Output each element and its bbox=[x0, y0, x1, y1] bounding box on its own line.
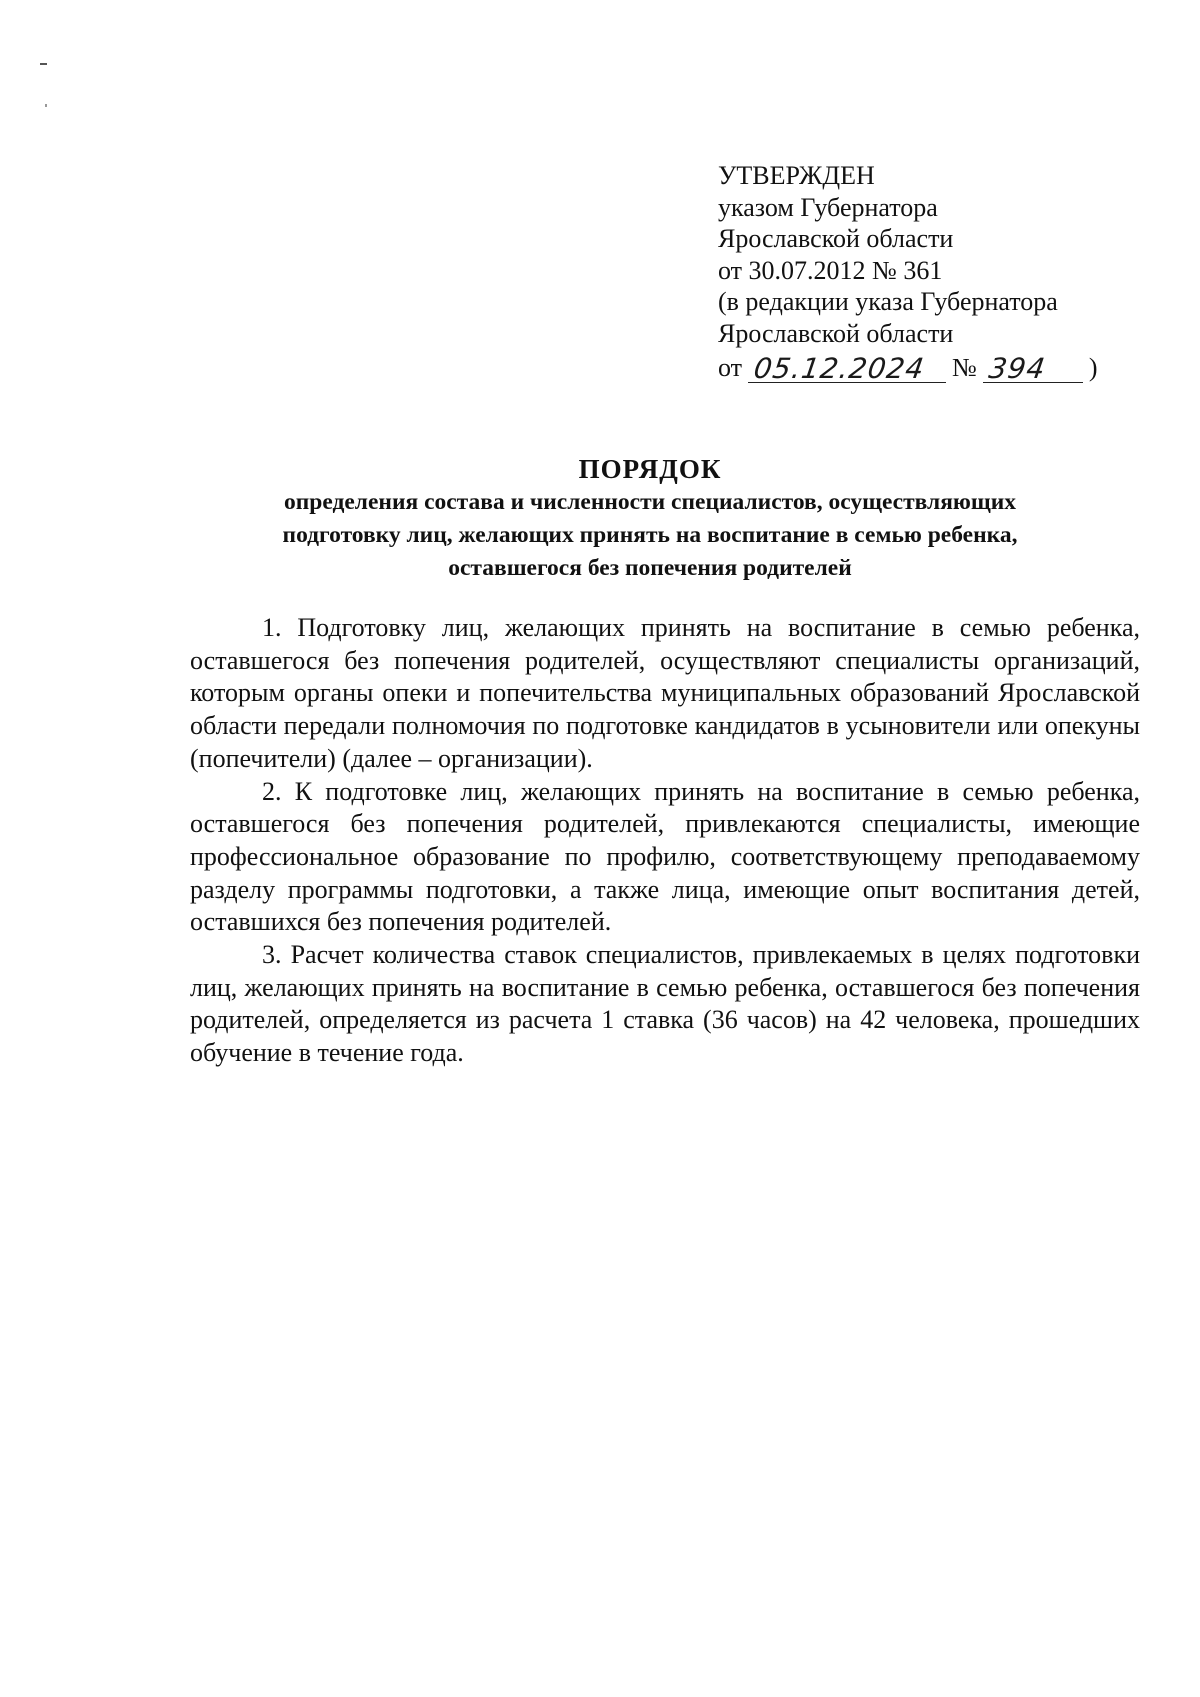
closing-paren: ) bbox=[1088, 352, 1098, 382]
title-subline: оставшегося без попечения родителей bbox=[448, 555, 852, 581]
approval-line: Ярославской области bbox=[718, 318, 954, 348]
scan-speck bbox=[45, 104, 47, 107]
approval-stamp bbox=[718, 160, 1138, 383]
document-body bbox=[190, 612, 1140, 1070]
scan-speck bbox=[40, 63, 47, 65]
paragraph-2: 2. К подготовке лиц, желающих принять на воспитание в семью ребенка, оставшегося без попечения родителей, привлекаются специалисты, имеющие профессиональное образование по профилю, соответствующему преподаваемому разделу программы подготовки, а также лица, имеющие опыт воспитания детей, оставшихся без попечения родителей. bbox=[190, 776, 1140, 937]
title-subline: подготовку лиц, желающих принять на воспитание в семью ребенка, bbox=[282, 522, 1018, 548]
approval-line: указом Губернатора bbox=[718, 192, 938, 222]
document-title bbox=[150, 452, 1150, 585]
handwritten-number: 394 bbox=[986, 351, 1048, 385]
title-main: ПОРЯДОК bbox=[578, 454, 722, 484]
approval-line: Ярославской области bbox=[718, 224, 954, 253]
revision-date-line bbox=[718, 349, 1138, 383]
approval-line: (в редакции указа Губернатора bbox=[718, 287, 1058, 316]
handwritten-date-field bbox=[748, 352, 946, 383]
handwritten-number-field bbox=[983, 352, 1083, 383]
title-subline: определения состава и численности специалистов, осуществляющих bbox=[283, 489, 1016, 515]
approval-heading: УТВЕРЖДЕН bbox=[718, 161, 875, 190]
paragraph-1: 1. Подготовку лиц, желающих принять на воспитание в семью ребенка, оставшегося без попечения родителей, осуществляют специалисты организаций, которым органы опеки и попечительства муниципальных образований Ярославской области передали полномочия по подготовке кандидатов в усыновители или опекуны (попечители) (далее – организации). bbox=[190, 613, 1140, 773]
paragraph-3: 3. Расчет количества ставок специалистов, привлекаемых в целях подготовки лиц, желающих принять на воспитание в семью ребенка, оставшегося без попечения родителей, определяется из расчета 1 ставка (36 часов) на 42 человека, прошедших обучение в течение года. bbox=[190, 940, 1140, 1068]
handwritten-date: 05.12.2024 bbox=[751, 351, 927, 385]
number-sign: № bbox=[952, 352, 977, 382]
approval-line: от 30.07.2012 № 361 bbox=[718, 255, 943, 285]
date-prefix: от bbox=[718, 352, 743, 382]
